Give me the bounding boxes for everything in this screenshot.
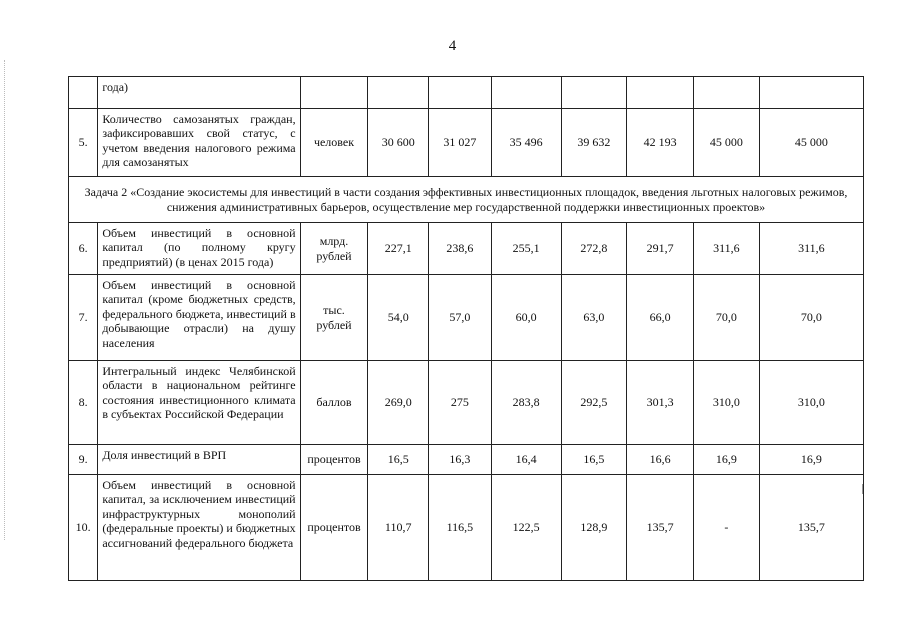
value-cell: 45 000 xyxy=(694,109,760,177)
value-cell: 122,5 xyxy=(491,475,561,581)
value-cell: 54,0 xyxy=(368,275,429,361)
unit-cell: баллов xyxy=(300,361,368,445)
unit-cell: тыс. рублей xyxy=(300,275,368,361)
value-cell: 16,3 xyxy=(429,445,492,475)
task-title: Задача 2 «Создание экосистемы для инвестиций в части создания эффективных инвестиционных площадок, введения льготных налоговых режимов, снижения административных барьеров, осуществление мер государственной поддержки инвестиционных проектов» xyxy=(69,177,864,223)
value-cell: 116,5 xyxy=(429,475,492,581)
value-cell xyxy=(561,77,627,109)
unit-cell: процентов xyxy=(300,475,368,581)
value-cell: 16,4 xyxy=(491,445,561,475)
unit-cell: процентов xyxy=(300,445,368,475)
unit-cell xyxy=(300,77,368,109)
value-cell: 135,7 xyxy=(627,475,694,581)
value-cell: 311,6 xyxy=(759,223,863,275)
row-number: 6. xyxy=(69,223,98,275)
row-number: 8. xyxy=(69,361,98,445)
indicators-table xyxy=(68,76,864,581)
indicator-name: Объем инвестиций в основной капитал, за исключением инвестиций инфраструктурных монополий (федеральные проекты) и бюджетных ассигнований федерального бюджета xyxy=(98,475,300,581)
value-cell: 66,0 xyxy=(627,275,694,361)
table-row xyxy=(69,445,864,475)
indicator-name: Интегральный индекс Челябинской области в национальном рейтинге состояния инвестиционного климата в субъектах Российской Федерации xyxy=(98,361,300,445)
row-number: 10. xyxy=(69,475,98,581)
scan-margin-line xyxy=(4,60,6,540)
table-row xyxy=(69,223,864,275)
indicator-name: Количество самозанятых граждан, зафиксировавших свой статус, с учетом введения налогового режима для самозанятых xyxy=(98,109,300,177)
value-cell: 128,9 xyxy=(561,475,627,581)
value-cell: 16,9 xyxy=(759,445,863,475)
value-cell: 310,0 xyxy=(694,361,760,445)
table-row xyxy=(69,275,864,361)
value-cell: 135,7 xyxy=(759,475,863,581)
page-number: 4 xyxy=(448,38,457,54)
value-cell: 272,8 xyxy=(561,223,627,275)
value-cell: 30 600 xyxy=(368,109,429,177)
value-cell: 16,6 xyxy=(627,445,694,475)
value-cell xyxy=(694,77,760,109)
value-cell: 70,0 xyxy=(694,275,760,361)
value-cell xyxy=(368,77,429,109)
value-cell: 35 496 xyxy=(491,109,561,177)
row-number: 7. xyxy=(69,275,98,361)
table-row xyxy=(69,475,864,581)
value-cell: 110,7 xyxy=(368,475,429,581)
task-header-row xyxy=(69,177,864,223)
value-cell xyxy=(759,77,863,109)
value-cell: 269,0 xyxy=(368,361,429,445)
indicator-name: Объем инвестиций в основной капитал (кроме бюджетных средств, федерального бюджета, инвестиций в добывающие отрасли) на душу населения xyxy=(98,275,300,361)
value-cell xyxy=(429,77,492,109)
value-cell xyxy=(491,77,561,109)
table-row xyxy=(69,77,864,109)
value-cell: 16,5 xyxy=(368,445,429,475)
value-cell: 275 xyxy=(429,361,492,445)
row-number xyxy=(69,77,98,109)
value-cell: 301,3 xyxy=(627,361,694,445)
indicator-name: года) xyxy=(98,77,300,109)
value-cell: 310,0 xyxy=(759,361,863,445)
table-row xyxy=(69,361,864,445)
row-number: 5. xyxy=(69,109,98,177)
value-cell: 283,8 xyxy=(491,361,561,445)
indicator-name: Объем инвестиций в основной капитал (по полному кругу предприятий) (в ценах 2015 года) xyxy=(98,223,300,275)
value-cell: 311,6 xyxy=(694,223,760,275)
value-cell: 16,9 xyxy=(694,445,760,475)
value-cell: 42 193 xyxy=(627,109,694,177)
value-cell: 291,7 xyxy=(627,223,694,275)
value-cell: 39 632 xyxy=(561,109,627,177)
row-number: 9. xyxy=(69,445,98,475)
unit-cell: человек xyxy=(300,109,368,177)
value-cell: 57,0 xyxy=(429,275,492,361)
table-row xyxy=(69,109,864,177)
value-cell: 70,0 xyxy=(759,275,863,361)
value-cell: 227,1 xyxy=(368,223,429,275)
value-cell xyxy=(627,77,694,109)
value-cell: 238,6 xyxy=(429,223,492,275)
value-cell: 255,1 xyxy=(491,223,561,275)
value-cell: 31 027 xyxy=(429,109,492,177)
value-cell: 16,5 xyxy=(561,445,627,475)
indicator-name: Доля инвестиций в ВРП xyxy=(98,445,300,475)
value-cell: 63,0 xyxy=(561,275,627,361)
value-cell: - xyxy=(694,475,760,581)
unit-cell: млрд. рублей xyxy=(300,223,368,275)
value-cell: 45 000 xyxy=(759,109,863,177)
value-cell: 292,5 xyxy=(561,361,627,445)
value-cell: 60,0 xyxy=(491,275,561,361)
